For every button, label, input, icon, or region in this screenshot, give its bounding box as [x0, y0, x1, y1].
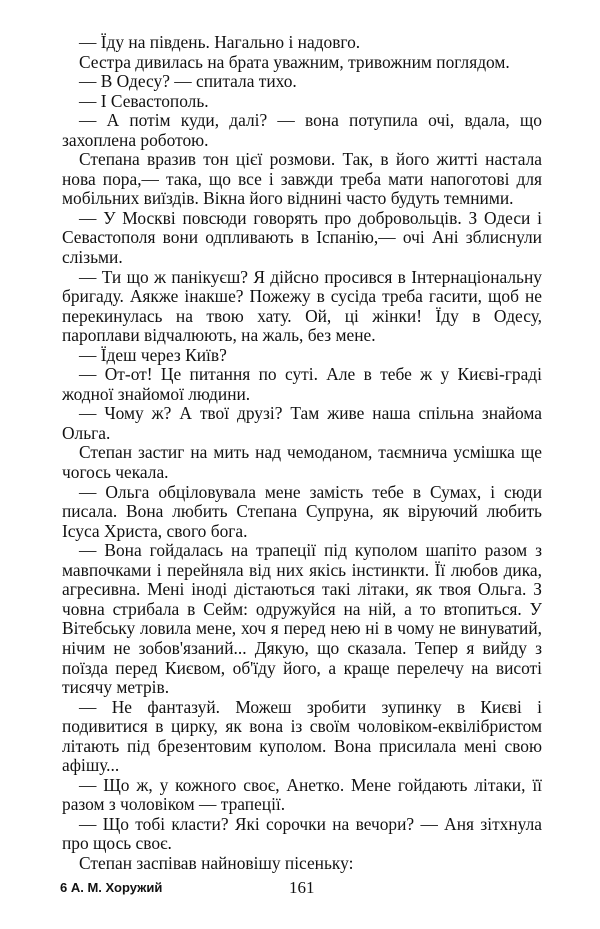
paragraph: — От-от! Це питання по суті. Але в тебе ж у Києві-граді жодної знайомої людини. [62, 364, 542, 404]
paragraph: — А потім куди, далі? — вона потупила очі, вдала, що захоплена роботою. [62, 110, 542, 150]
page-footer [0, 880, 600, 902]
printer-signature: 6 А. М. Хоружий [60, 880, 163, 895]
paragraph: — Не фантазуй. Можеш зробити зупинку в Києві і подивитися в цирку, як вона із своїм чоловіком-еквілібристом літають під брезентовим куполом. Вона присилала мені свою афішу... [62, 696, 542, 776]
paragraph: — У Москві повсюди говорять про добровольців. З Одеси і Севастополя вони одпливають в Іспанію,— очі Ані зблиснули слізьми. [62, 207, 542, 268]
paragraph: — Чому ж? А твої друзі? Там живе наша спільна знайома Ольга. [62, 403, 542, 443]
paragraph: Степана вразив тон цієї розмови. Так, в його житті настала нова пора,— така, що все і завжди треба мати напоготові для мобільних виїздів. Вікна його віднині часто будуть темними. [62, 149, 542, 209]
paragraph: Степан заспівав найновішу пісеньку: [79, 852, 354, 873]
paragraph: — Що тобі класти? Які сорочки на вечори? — Аня зітхнула про щось своє. [62, 813, 542, 854]
paragraph: — Що ж, у кожного своє, Анетко. Мене гойдають літаки, її разом з чоловіком — трапеції. [62, 774, 542, 815]
paragraph: — Їдеш через Київ? [79, 344, 227, 365]
paragraph: Степан застиг на мить над чемоданом, таємнича усмішка ще чогось чекала. [62, 442, 542, 483]
paragraph: — І Севастополь. [79, 90, 209, 111]
paragraph: — Їду на південь. Нагально і надовго. [79, 32, 361, 52]
paragraph: — Ольга обціловувала мене замість тебе в Сумах, і сюди писала. Вона любить Степана Супруна, як віруючий любить Ісуса Христа, свого бога. [62, 481, 542, 541]
body-text [62, 33, 542, 874]
page-number: 161 [289, 878, 315, 897]
paragraph: — Ти що ж панікуєш? Я дійсно просився в Інтернаціональну бригаду. Аякже інакше? Пожежу в сусіда треба гасити, щоб не перекинулась на твою хату. Ой, ці жінки! Їду в Одесу, пароплави відчалюють, на жаль, без мене. [62, 266, 542, 346]
paragraph: — В Одесу? — спитала тихо. [79, 71, 297, 92]
paragraph: — Вона гойдалась на трапеції під куполом шапіто разом з мавпочками і перейняла від них якісь інстинкти. Її любов дика, агресивна. Мені іноді дістаються такі літаки, як твоя Ольга. З човна стрибала в Сейм: одружуйся на ній, а то втопиться. У Вітебську ловила мене, хоч я перед нею ні в чому не винуватий, нічим не зобов'язаний... Дякую, що сказала. Тепер я вийду з поїзда перед Києвом, об'їду його, а краще перелечу на висоті тисячу метрів. [62, 540, 542, 698]
paragraph: Сестра дивилась на брата уважним, тривожним поглядом. [79, 51, 510, 72]
